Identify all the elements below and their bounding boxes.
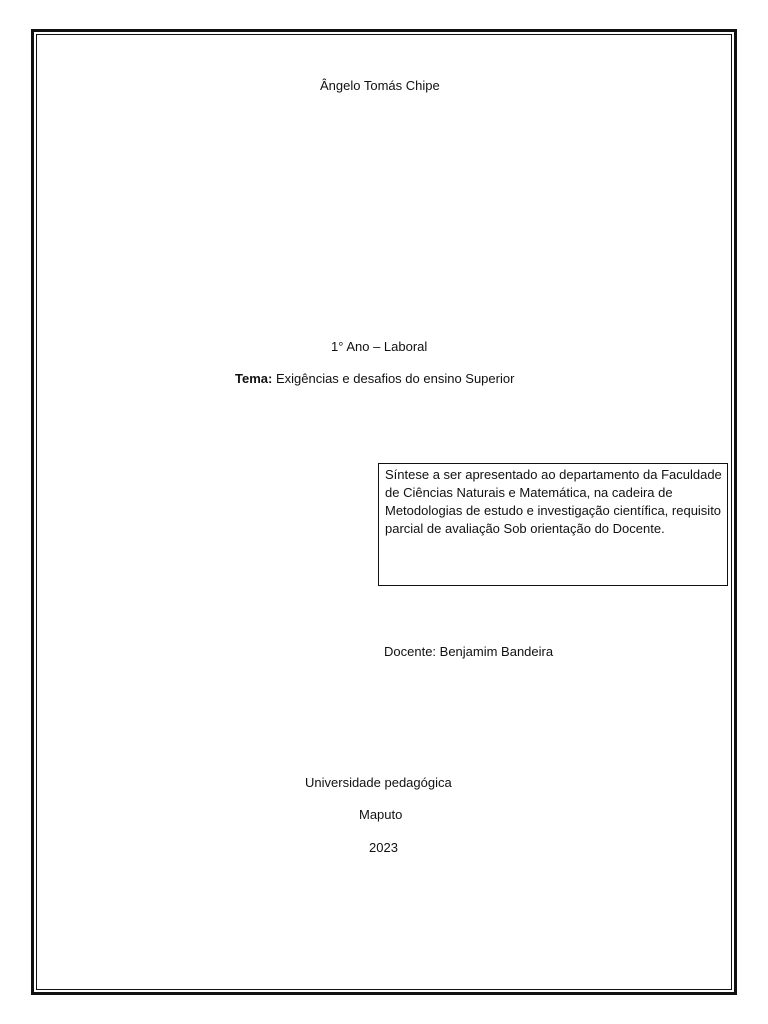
author-name: Ângelo Tomás Chipe (320, 78, 440, 93)
teacher-line: Docente: Benjamim Bandeira (384, 644, 554, 659)
theme-line (235, 371, 514, 387)
summary-box: Síntese a ser apresentado ao departamento da Faculdade de Ciências Naturais e Matemática, na cadeira de Metodologias de estudo e investigação científica, requisito parcial de avaliação Sob orientação do Docente. (378, 463, 728, 586)
theme-label: Tema: (235, 371, 273, 386)
course-year: 1° Ano – Laboral (331, 339, 428, 354)
theme-text: Exigências e desafios do ensino Superior (272, 371, 515, 386)
city-name: Maputo (359, 807, 403, 822)
institution-name: Universidade pedagógica (305, 775, 452, 790)
document-year: 2023 (369, 840, 398, 855)
